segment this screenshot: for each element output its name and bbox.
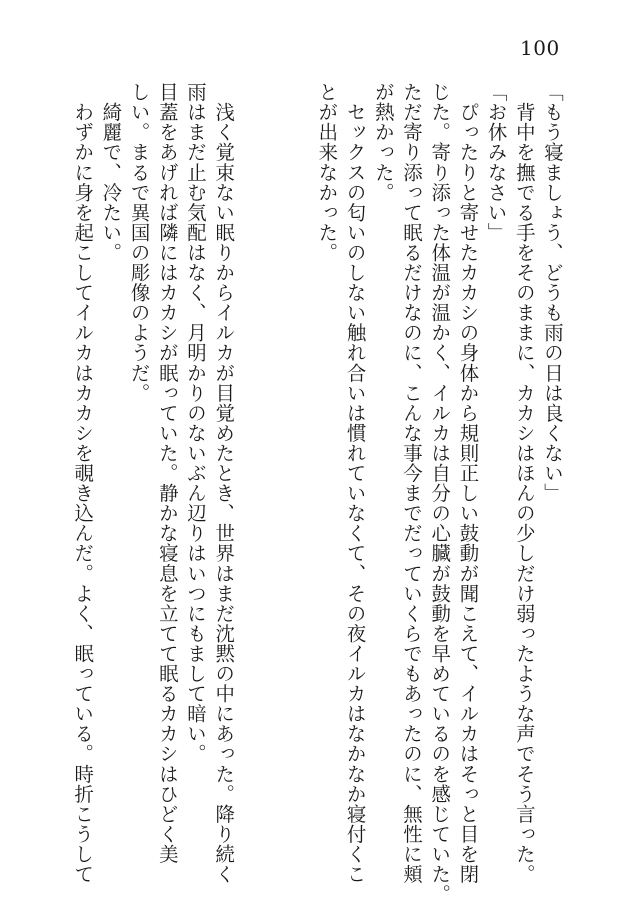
text-line: 目蓋をあげれば隣にはカカシが眠っていた。静かな寝息を立てて眠るカカシはひどく美 — [155, 82, 179, 864]
text-line: ぴったりと寄せたカカシの身体から規則正しい鼓動が聞こえて、イルカはそっと目を閉 — [456, 82, 480, 884]
text-line: 雨はまだ止む気配はなく、月明かりのないぶん辺りはいつにもまして暗い。 — [183, 82, 207, 764]
text-line: が熱かった。 — [371, 82, 395, 203]
text-line: 浅く覚束ない眠りからイルカが目覚めたとき、世界はまだ沈黙の中にあった。降り続く — [212, 82, 236, 884]
text-line: 「お休みなさい」 — [484, 82, 508, 243]
page-number: 100 — [520, 36, 560, 60]
text-line: 綺麗で、冷たい。 — [99, 82, 123, 263]
text-line: じた。寄り添った体温が温かく、イルカは自分の心臓が鼓動を早めているのを感じていた。 — [428, 82, 452, 904]
text-line: 「もう寝ましょう、どうも雨の日は良くない」 — [541, 82, 564, 504]
text-line: とが出来なかった。 — [315, 82, 339, 263]
novel-text-block — [68, 82, 566, 904]
text-line: しい。まるで異国の彫像のようだ。 — [127, 82, 151, 403]
text-line: ただ寄り添って眠るだけなのに、こんな事今までだっていくらでもあったのに、無性に頬 — [399, 82, 423, 884]
text-line: わずかに身を起こしてイルカはカカシを覗き込んだ。よく、眠っている。時折こうして — [71, 82, 95, 884]
text-line: セックスの匂いのしない触れ合いは慣れていなくて、その夜イルカはなかなか寝付くこ — [343, 82, 367, 884]
section-break — [237, 82, 312, 852]
text-line: 背中を撫でる手をそのままに、カカシはほんの少しだけ弱ったような声でそう言った。 — [512, 82, 536, 884]
